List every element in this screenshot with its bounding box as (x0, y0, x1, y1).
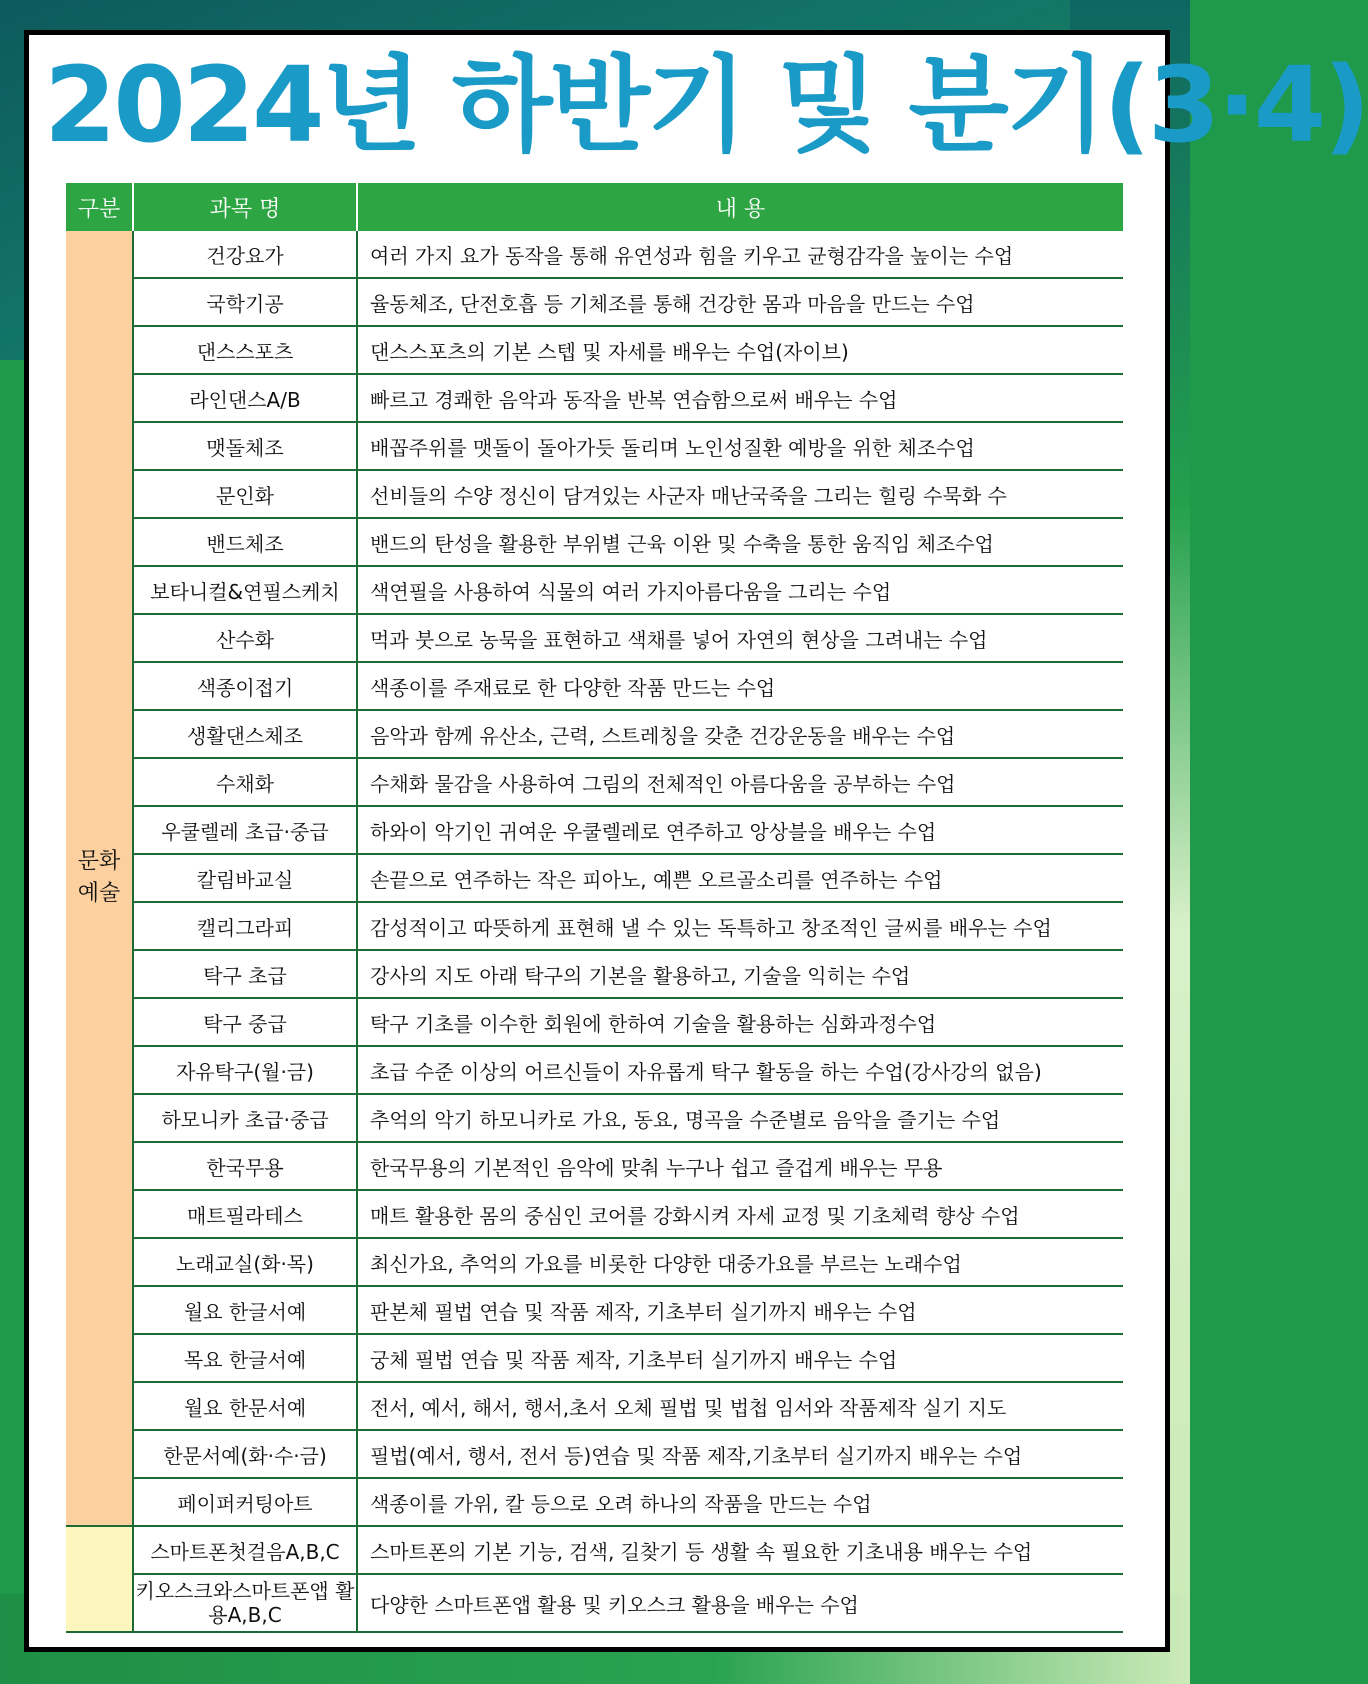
table-row (66, 998, 1123, 1046)
table-row (66, 1478, 1123, 1526)
table-row (66, 1046, 1123, 1094)
content-cell: 선비들의 수양 정신이 담겨있는 사군자 매난국죽을 그리는 힐링 수묵화 수 (357, 470, 1123, 518)
content-cell: 감성적이고 따뜻하게 표현해 낼 수 있는 독특하고 창조적인 글씨를 배우는 수업 (357, 902, 1123, 950)
table-row (66, 470, 1123, 518)
content-cell: 먹과 붓으로 농묵을 표현하고 색채를 넣어 자연의 현상을 그려내는 수업 (357, 614, 1123, 662)
subject-cell: 색종이접기 (133, 662, 357, 710)
content-cell: 전서, 예서, 해서, 행서,초서 오체 필법 및 법첩 임서와 작품제작 실기 지도 (357, 1382, 1123, 1430)
subject-cell: 캘리그라피 (133, 902, 357, 950)
content-cell: 탁구 기초를 이수한 회원에 한하여 기술을 활용하는 심화과정수업 (357, 998, 1123, 1046)
content-cell: 여러 가지 요가 동작을 통해 유연성과 힘을 키우고 균형감각을 높이는 수업 (357, 231, 1123, 278)
category-cell (66, 1526, 133, 1632)
content-cell: 수채화 물감을 사용하여 그림의 전체적인 아름다움을 공부하는 수업 (357, 758, 1123, 806)
table-row (66, 710, 1123, 758)
header-category: 구분 (66, 183, 133, 231)
table-row (66, 1142, 1123, 1190)
subject-cell: 문인화 (133, 470, 357, 518)
content-cell: 스마트폰의 기본 기능, 검색, 길찾기 등 생활 속 필요한 기초내용 배우는 수업 (357, 1526, 1123, 1574)
header-content: 내 용 (357, 183, 1123, 231)
header-subject: 과목 명 (133, 183, 357, 231)
subject-cell: 보타니컬&연필스케치 (133, 566, 357, 614)
table-row (66, 758, 1123, 806)
table-row (66, 950, 1123, 998)
content-cell: 배꼽주위를 맷돌이 돌아가듯 돌리며 노인성질환 예방을 위한 체조수업 (357, 422, 1123, 470)
subject-cell: 칼림바교실 (133, 854, 357, 902)
content-cell: 밴드의 탄성을 활용한 부위별 근육 이완 및 수축을 통한 움직임 체조수업 (357, 518, 1123, 566)
subject-cell: 산수화 (133, 614, 357, 662)
table-row (66, 1286, 1123, 1334)
subject-cell: 국학기공 (133, 278, 357, 326)
subject-cell: 하모니카 초급·중급 (133, 1094, 357, 1142)
subject-cell: 한국무용 (133, 1142, 357, 1190)
content-cell: 궁체 필법 연습 및 작품 제작, 기초부터 실기까지 배우는 수업 (357, 1334, 1123, 1382)
subject-cell: 밴드체조 (133, 518, 357, 566)
subject-cell: 목요 한글서예 (133, 1334, 357, 1382)
table-row (66, 422, 1123, 470)
table-row (66, 566, 1123, 614)
table-row (66, 1094, 1123, 1142)
table-body (66, 231, 1123, 1632)
content-cell: 댄스스포츠의 기본 스텝 및 자세를 배우는 수업(자이브) (357, 326, 1123, 374)
content-cell: 다양한 스마트폰앱 활용 및 키오스크 활용을 배우는 수업 (357, 1574, 1123, 1632)
table-row (66, 278, 1123, 326)
content-cell: 매트 활용한 몸의 중심인 코어를 강화시켜 자세 교정 및 기초체력 향상 수업 (357, 1190, 1123, 1238)
table-row (66, 1574, 1123, 1632)
category-cell: 문화 예술 (66, 231, 133, 1526)
content-cell: 필법(예서, 행서, 전서 등)연습 및 작품 제작,기초부터 실기까지 배우는 수업 (357, 1430, 1123, 1478)
subject-cell: 탁구 중급 (133, 998, 357, 1046)
subject-cell: 월요 한글서예 (133, 1286, 357, 1334)
table-row (66, 1430, 1123, 1478)
table-row (66, 806, 1123, 854)
content-cell: 추억의 악기 하모니카로 가요, 동요, 명곡을 수준별로 음악을 즐기는 수업 (357, 1094, 1123, 1142)
subject-cell: 키오스크와스마트폰앱 활용A,B,C (133, 1574, 357, 1632)
subject-cell: 맷돌체조 (133, 422, 357, 470)
content-cell: 색종이를 가위, 칼 등으로 오려 하나의 작품을 만드는 수업 (357, 1478, 1123, 1526)
content-cell: 하와이 악기인 귀여운 우쿨렐레로 연주하고 앙상블을 배우는 수업 (357, 806, 1123, 854)
table-row (66, 326, 1123, 374)
page-title: 2024년 하반기 및 분기(3·4) (44, 44, 1368, 166)
subject-cell: 한문서예(화·수·금) (133, 1430, 357, 1478)
content-cell: 음악과 함께 유산소, 근력, 스트레칭을 갖춘 건강운동을 배우는 수업 (357, 710, 1123, 758)
content-cell: 판본체 필법 연습 및 작품 제작, 기초부터 실기까지 배우는 수업 (357, 1286, 1123, 1334)
subject-cell: 수채화 (133, 758, 357, 806)
table-row (66, 854, 1123, 902)
content-cell: 초급 수준 이상의 어르신들이 자유롭게 탁구 활동을 하는 수업(강사강의 없음) (357, 1046, 1123, 1094)
subject-cell: 월요 한문서예 (133, 1382, 357, 1430)
content-cell: 손끝으로 연주하는 작은 피아노, 예쁜 오르골소리를 연주하는 수업 (357, 854, 1123, 902)
subject-cell: 탁구 초급 (133, 950, 357, 998)
table-header-row (66, 183, 1123, 231)
table-row (66, 1334, 1123, 1382)
table-row (66, 902, 1123, 950)
content-cell: 최신가요, 추억의 가요를 비롯한 다양한 대중가요를 부르는 노래수업 (357, 1238, 1123, 1286)
content-cell: 빠르고 경쾌한 음악과 동작을 반복 연습함으로써 배우는 수업 (357, 374, 1123, 422)
content-cell: 강사의 지도 아래 탁구의 기본을 활용하고, 기술을 익히는 수업 (357, 950, 1123, 998)
subject-cell: 페이퍼커팅아트 (133, 1478, 357, 1526)
course-table (66, 183, 1123, 1633)
table-row (66, 662, 1123, 710)
content-cell: 색종이를 주재료로 한 다양한 작품 만드는 수업 (357, 662, 1123, 710)
table-row (66, 614, 1123, 662)
subject-cell: 건강요가 (133, 231, 357, 278)
subject-cell: 노래교실(화·목) (133, 1238, 357, 1286)
subject-cell: 자유탁구(월·금) (133, 1046, 357, 1094)
subject-cell: 스마트폰첫걸음A,B,C (133, 1526, 357, 1574)
content-cell: 색연필을 사용하여 식물의 여러 가지아름다움을 그리는 수업 (357, 566, 1123, 614)
table-row (66, 374, 1123, 422)
table-row (66, 518, 1123, 566)
subject-cell: 댄스스포츠 (133, 326, 357, 374)
table-row (66, 1382, 1123, 1430)
content-cell: 율동체조, 단전호흡 등 기체조를 통해 건강한 몸과 마음을 만드는 수업 (357, 278, 1123, 326)
subject-cell: 생활댄스체조 (133, 710, 357, 758)
content-cell: 한국무용의 기본적인 음악에 맞춰 누구나 쉽고 즐겁게 배우는 무용 (357, 1142, 1123, 1190)
table-row (66, 231, 1123, 278)
table-row (66, 1190, 1123, 1238)
table-row (66, 1526, 1123, 1574)
subject-cell: 우쿨렐레 초급·중급 (133, 806, 357, 854)
subject-cell: 매트필라테스 (133, 1190, 357, 1238)
table-row (66, 1238, 1123, 1286)
subject-cell: 라인댄스A/B (133, 374, 357, 422)
